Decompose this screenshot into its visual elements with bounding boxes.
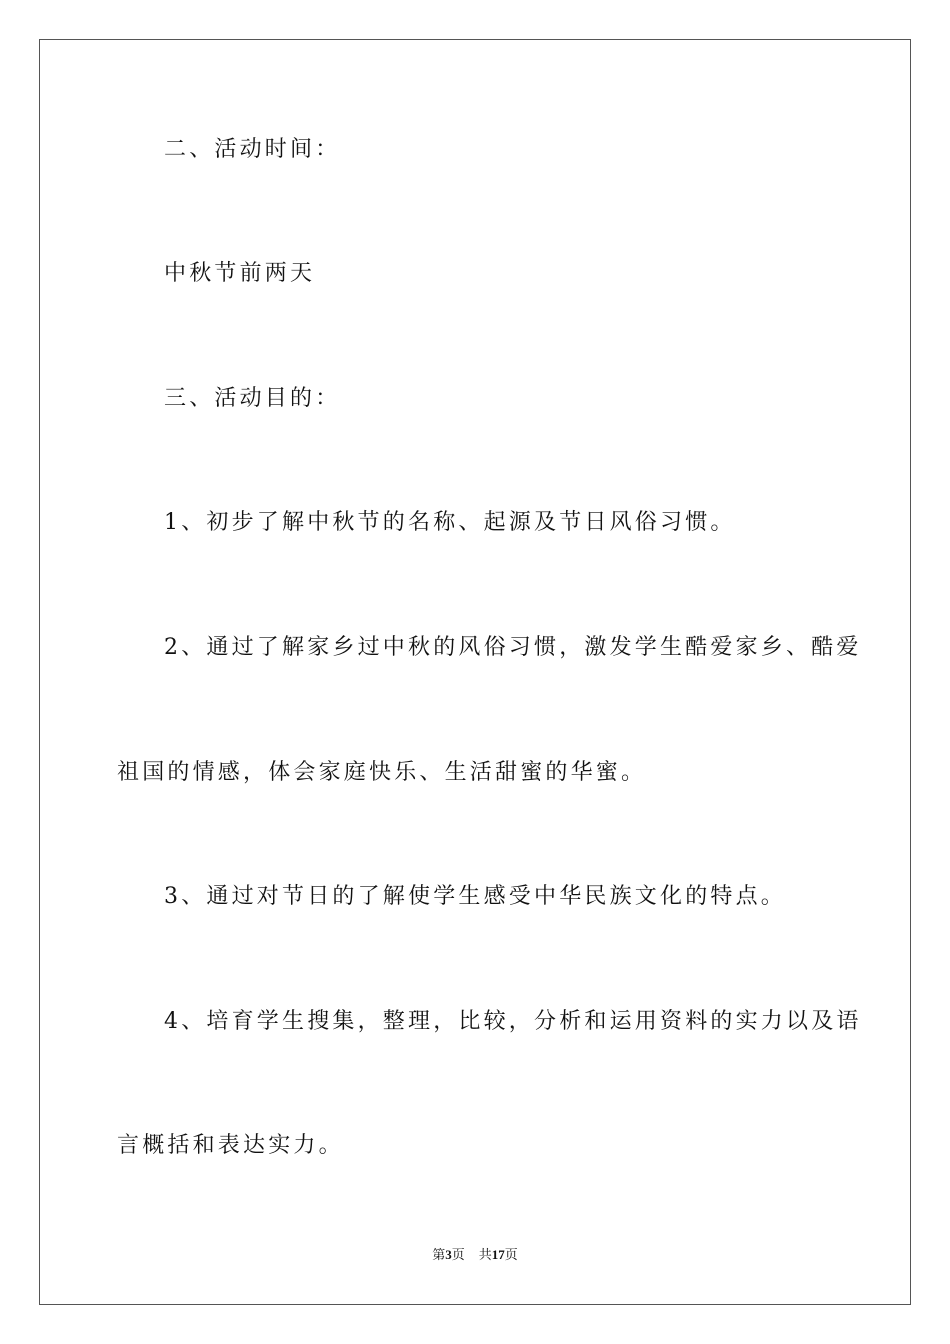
paragraph-time-value: 中秋节前两天 — [164, 261, 316, 286]
total-prefix: 共 — [478, 1248, 492, 1263]
page-suffix: 页 — [451, 1248, 465, 1263]
paragraph-purpose-2-line-2: 祖国的情感，体会家庭快乐、生活甜蜜的华蜜。 — [117, 760, 647, 785]
paragraph-purpose-1: 1、初步了解中秋节的名称、起源及节日风俗习惯。 — [164, 510, 736, 535]
paragraph-purpose-4-line-1: 4、培育学生搜集，整理，比较，分析和运用资料的实力以及语 — [164, 1009, 862, 1034]
page-frame — [39, 39, 911, 1305]
section-heading-purpose: 三、活动目的： — [164, 386, 341, 411]
total-suffix: 页 — [504, 1248, 518, 1263]
total-pages: 17 — [491, 1247, 505, 1262]
page-prefix: 第 — [432, 1248, 446, 1263]
paragraph-purpose-3: 3、通过对节日的了解使学生感受中华民族文化的特点。 — [164, 884, 786, 909]
section-heading-time: 二、活动时间： — [164, 137, 341, 162]
paragraph-purpose-4-line-2: 言概括和表达实力。 — [117, 1133, 344, 1158]
paragraph-purpose-2-line-1: 2、通过了解家乡过中秋的风俗习惯，激发学生酷爱家乡、酷爱 — [164, 635, 862, 660]
page-number: 3 — [445, 1247, 452, 1262]
page-footer — [0, 1246, 950, 1265]
